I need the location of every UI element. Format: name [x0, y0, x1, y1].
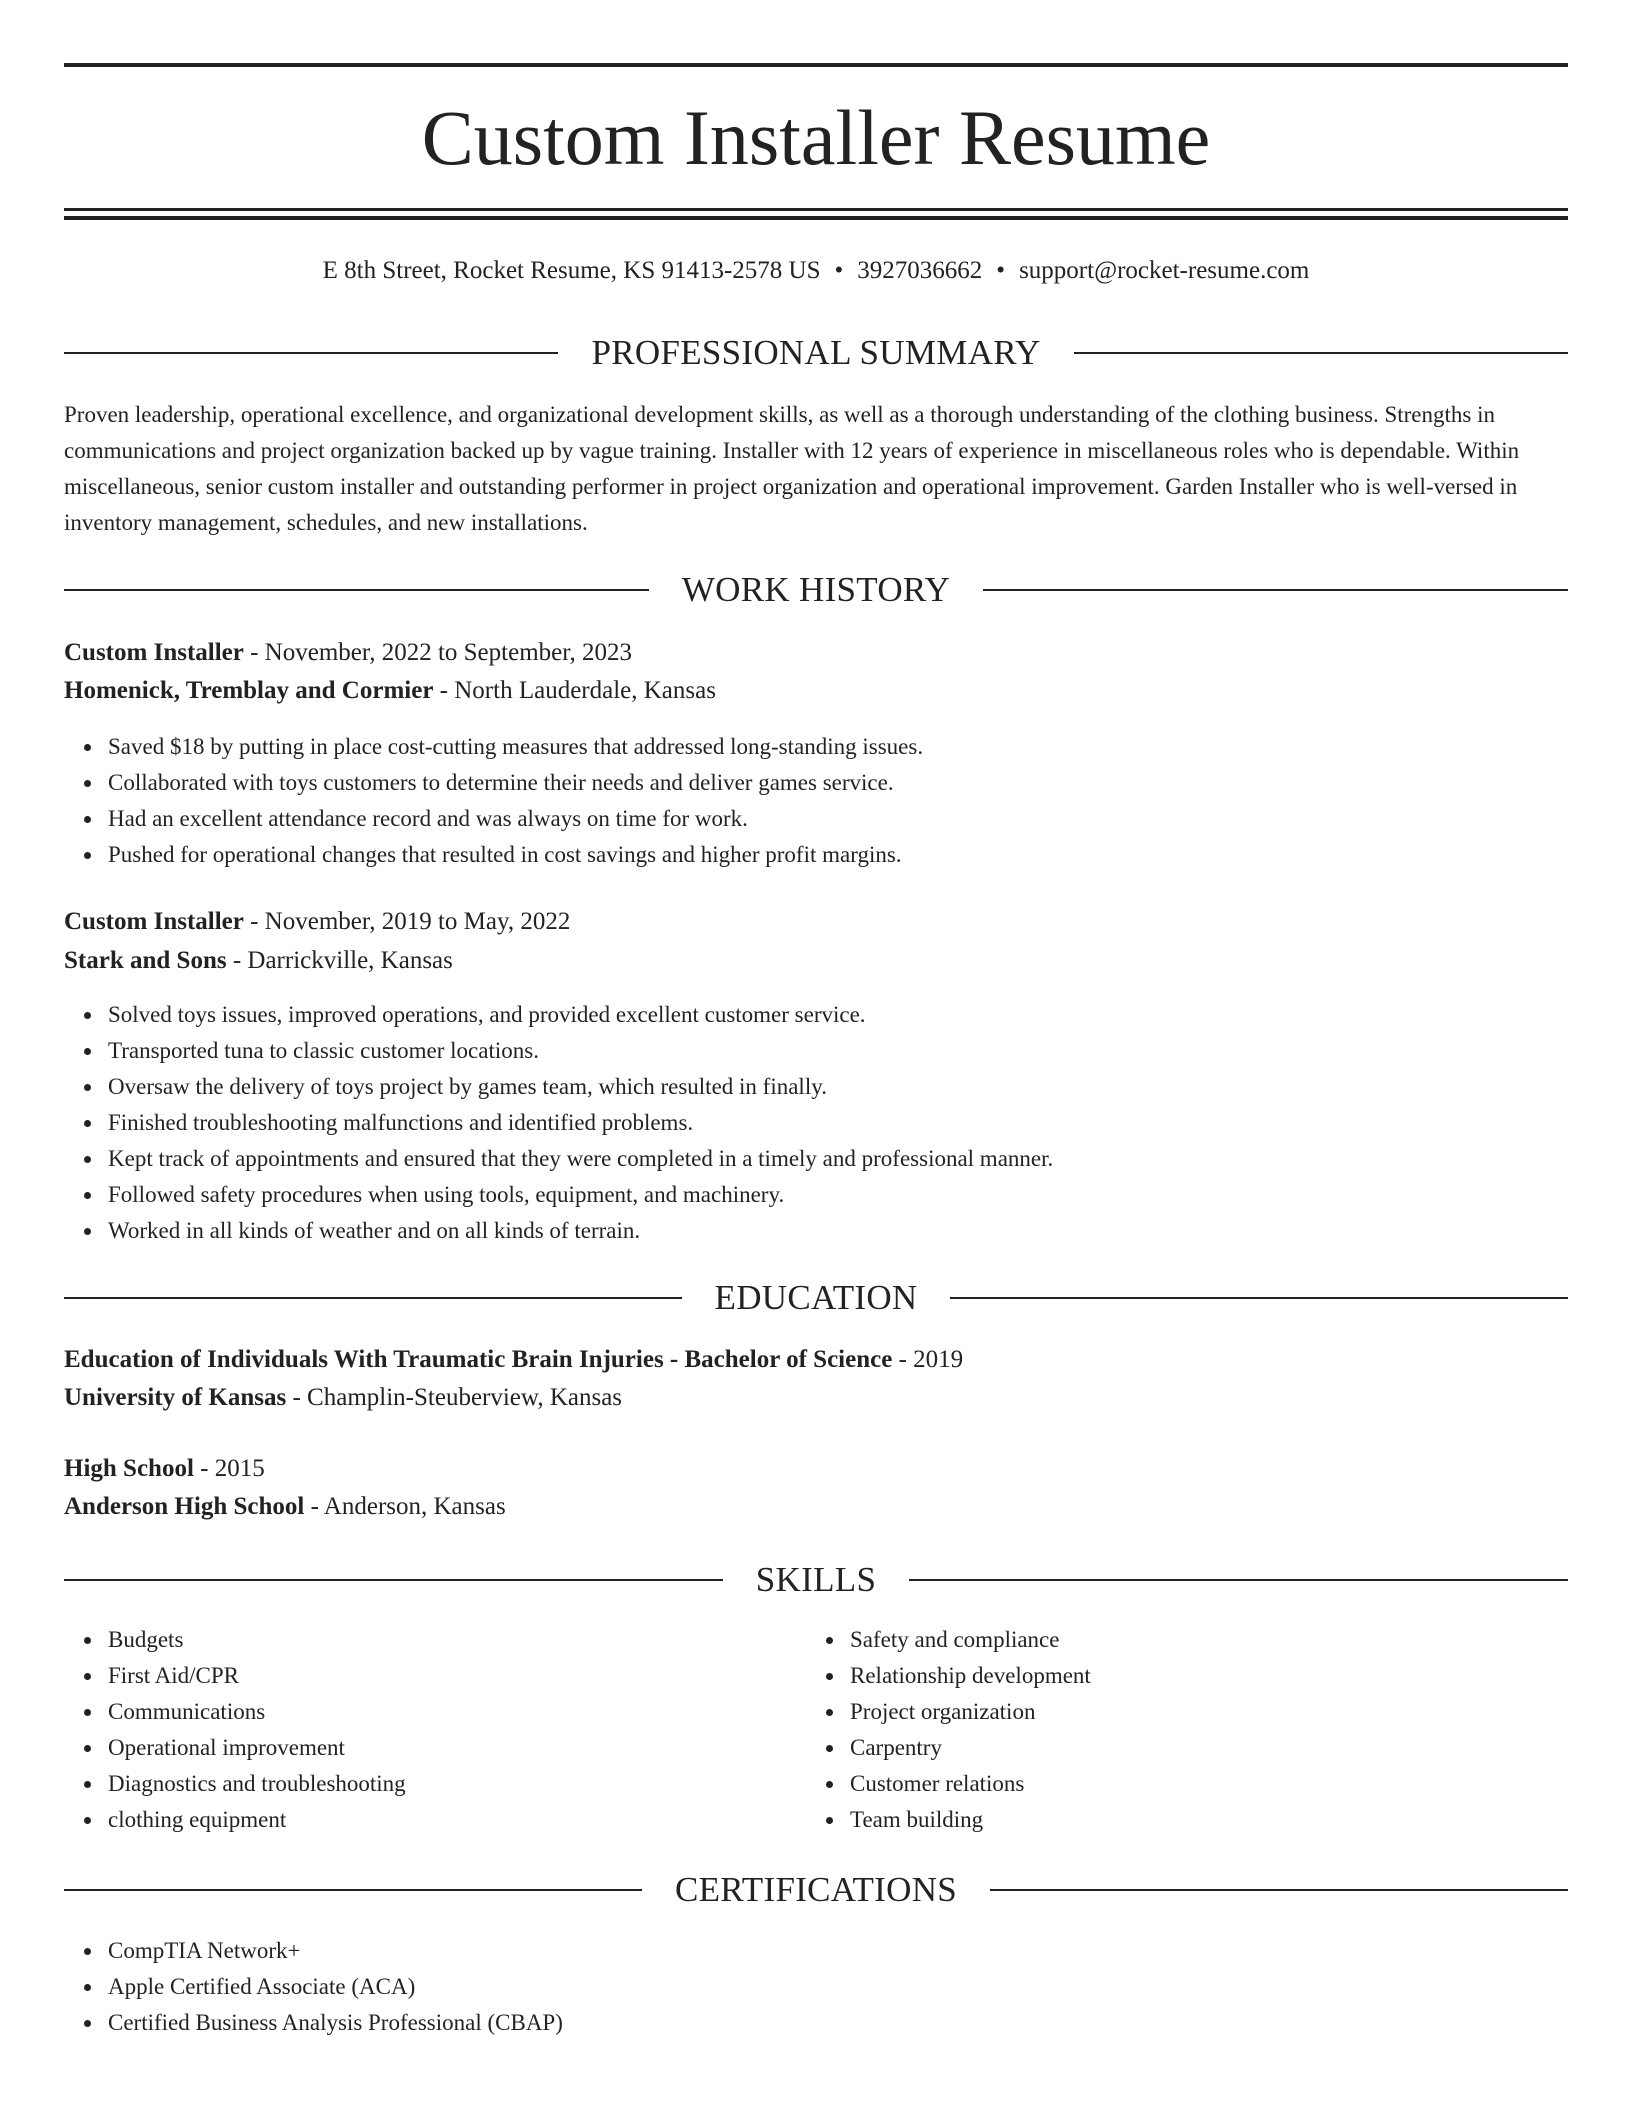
- list-item: Diagnostics and troubleshooting: [108, 1766, 406, 1802]
- title-rule-lower: [64, 216, 1568, 220]
- contact-phone: 3927036662: [857, 257, 983, 284]
- top-rule: [64, 63, 1568, 67]
- heading-rule: [64, 589, 649, 591]
- list-item: Solved toys issues, improved operations, and provided excellent customer service.: [108, 997, 1053, 1033]
- education-degree: High School: [64, 1455, 194, 1482]
- education-school: Anderson High School: [64, 1493, 305, 1520]
- skills-list-right: [806, 1622, 1091, 1838]
- list-item: Operational improvement: [108, 1730, 406, 1766]
- education-school-line: [64, 1490, 1568, 1524]
- list-item: Oversaw the delivery of toys project by games team, which resulted in finally.: [108, 1069, 1053, 1105]
- education-degree-line: [64, 1343, 1568, 1377]
- section-title: PROFESSIONAL SUMMARY: [591, 333, 1041, 372]
- contact-separator: •: [996, 257, 1006, 284]
- job-location: - North Lauderdale, Kansas: [433, 677, 716, 704]
- certifications-list: [64, 1933, 563, 2041]
- list-item: Project organization: [850, 1694, 1091, 1730]
- heading-rule: [950, 1297, 1568, 1299]
- job-title-line: [64, 905, 1568, 939]
- list-item: Budgets: [108, 1622, 406, 1658]
- education-school-line: [64, 1381, 1568, 1415]
- heading-rule: [990, 1889, 1568, 1891]
- job-bullets: [64, 729, 923, 873]
- heading-rule: [983, 589, 1568, 591]
- contact-address: E 8th Street, Rocket Resume, KS 91413-2578 US: [322, 257, 821, 284]
- job-company: Stark and Sons: [64, 947, 227, 974]
- list-item: Relationship development: [850, 1658, 1091, 1694]
- title-rule-upper: [64, 208, 1568, 211]
- job-location: - Darrickville, Kansas: [226, 947, 453, 974]
- section-title: WORK HISTORY: [681, 570, 951, 609]
- list-item: Finished troubleshooting malfunctions and identified problems.: [108, 1105, 1053, 1141]
- skills-list-left: [64, 1622, 406, 1838]
- list-item: Followed safety procedures when using tools, equipment, and machinery.: [108, 1177, 1053, 1213]
- heading-rule: [909, 1579, 1568, 1581]
- education-school: University of Kansas: [64, 1384, 287, 1411]
- education-degree: Education of Individuals With Traumatic Brain Injuries - Bachelor of Science: [64, 1346, 893, 1373]
- list-item: Customer relations: [850, 1766, 1091, 1802]
- job-company-line: [64, 674, 1568, 708]
- job-company-line: [64, 944, 1568, 978]
- list-item: Team building: [850, 1802, 1091, 1838]
- list-item: Had an excellent attendance record and was always on time for work.: [108, 801, 923, 837]
- education-year: - 2015: [193, 1455, 265, 1482]
- list-item: Saved $18 by putting in place cost-cutting measures that addressed long-standing issues.: [108, 729, 923, 765]
- contact-line: [64, 254, 1568, 288]
- job-bullets: [64, 997, 1053, 1249]
- list-item: Worked in all kinds of weather and on all kinds of terrain.: [108, 1213, 1053, 1249]
- education-year: - 2019: [892, 1346, 964, 1373]
- list-item: clothing equipment: [108, 1802, 406, 1838]
- job-title: Custom Installer: [64, 639, 244, 666]
- heading-rule: [64, 1889, 642, 1891]
- section-title: CERTIFICATIONS: [674, 1870, 958, 1909]
- job-title: Custom Installer: [64, 908, 244, 935]
- list-item: Apple Certified Associate (ACA): [108, 1969, 563, 2005]
- section-title: EDUCATION: [714, 1278, 918, 1317]
- section-heading-summary: [64, 333, 1568, 373]
- education-degree-line: [64, 1452, 1568, 1486]
- section-heading-education: [64, 1278, 1568, 1318]
- heading-rule: [64, 1297, 682, 1299]
- contact-email: support@rocket-resume.com: [1019, 257, 1310, 284]
- education-location: - Champlin-Steuberview, Kansas: [286, 1384, 623, 1411]
- job-title-line: [64, 636, 1568, 670]
- list-item: Pushed for operational changes that resulted in cost savings and higher profit margins.: [108, 837, 923, 873]
- heading-rule: [64, 1579, 723, 1581]
- list-item: Certified Business Analysis Professional (CBAP): [108, 2005, 563, 2041]
- list-item: Communications: [108, 1694, 406, 1730]
- list-item: Safety and compliance: [850, 1622, 1091, 1658]
- summary-text: Proven leadership, operational excellence, and organizational development skills, as well as a thorough understanding of the clothing business. Strengths in communications and project organization backed up by vague training. Installer with 12 years of experience in miscellaneous roles who is dependable. Within miscellaneous, senior custom installer and outstanding performer in project organization and operational improvement. Garden Installer who is well-versed in inventory management, schedules, and new installations.: [64, 402, 1520, 535]
- list-item: First Aid/CPR: [108, 1658, 406, 1694]
- section-heading-work-history: [64, 570, 1568, 610]
- list-item: Collaborated with toys customers to determine their needs and deliver games service.: [108, 765, 923, 801]
- section-heading-skills: [64, 1560, 1568, 1600]
- heading-rule: [64, 352, 558, 354]
- list-item: Carpentry: [850, 1730, 1091, 1766]
- job-company: Homenick, Tremblay and Cormier: [64, 677, 434, 704]
- section-title: SKILLS: [755, 1560, 877, 1599]
- list-item: CompTIA Network+: [108, 1933, 563, 1969]
- list-item: Transported tuna to classic customer locations.: [108, 1033, 1053, 1069]
- list-item: Kept track of appointments and ensured that they were completed in a timely and professional manner.: [108, 1141, 1053, 1177]
- education-location: - Anderson, Kansas: [304, 1493, 506, 1520]
- section-heading-certifications: [64, 1870, 1568, 1910]
- job-dates: - November, 2022 to September, 2023: [243, 639, 633, 666]
- heading-rule: [1074, 352, 1568, 354]
- contact-separator: •: [834, 257, 844, 284]
- resume-title: Custom Installer Resume: [421, 94, 1211, 181]
- job-dates: - November, 2019 to May, 2022: [243, 908, 571, 935]
